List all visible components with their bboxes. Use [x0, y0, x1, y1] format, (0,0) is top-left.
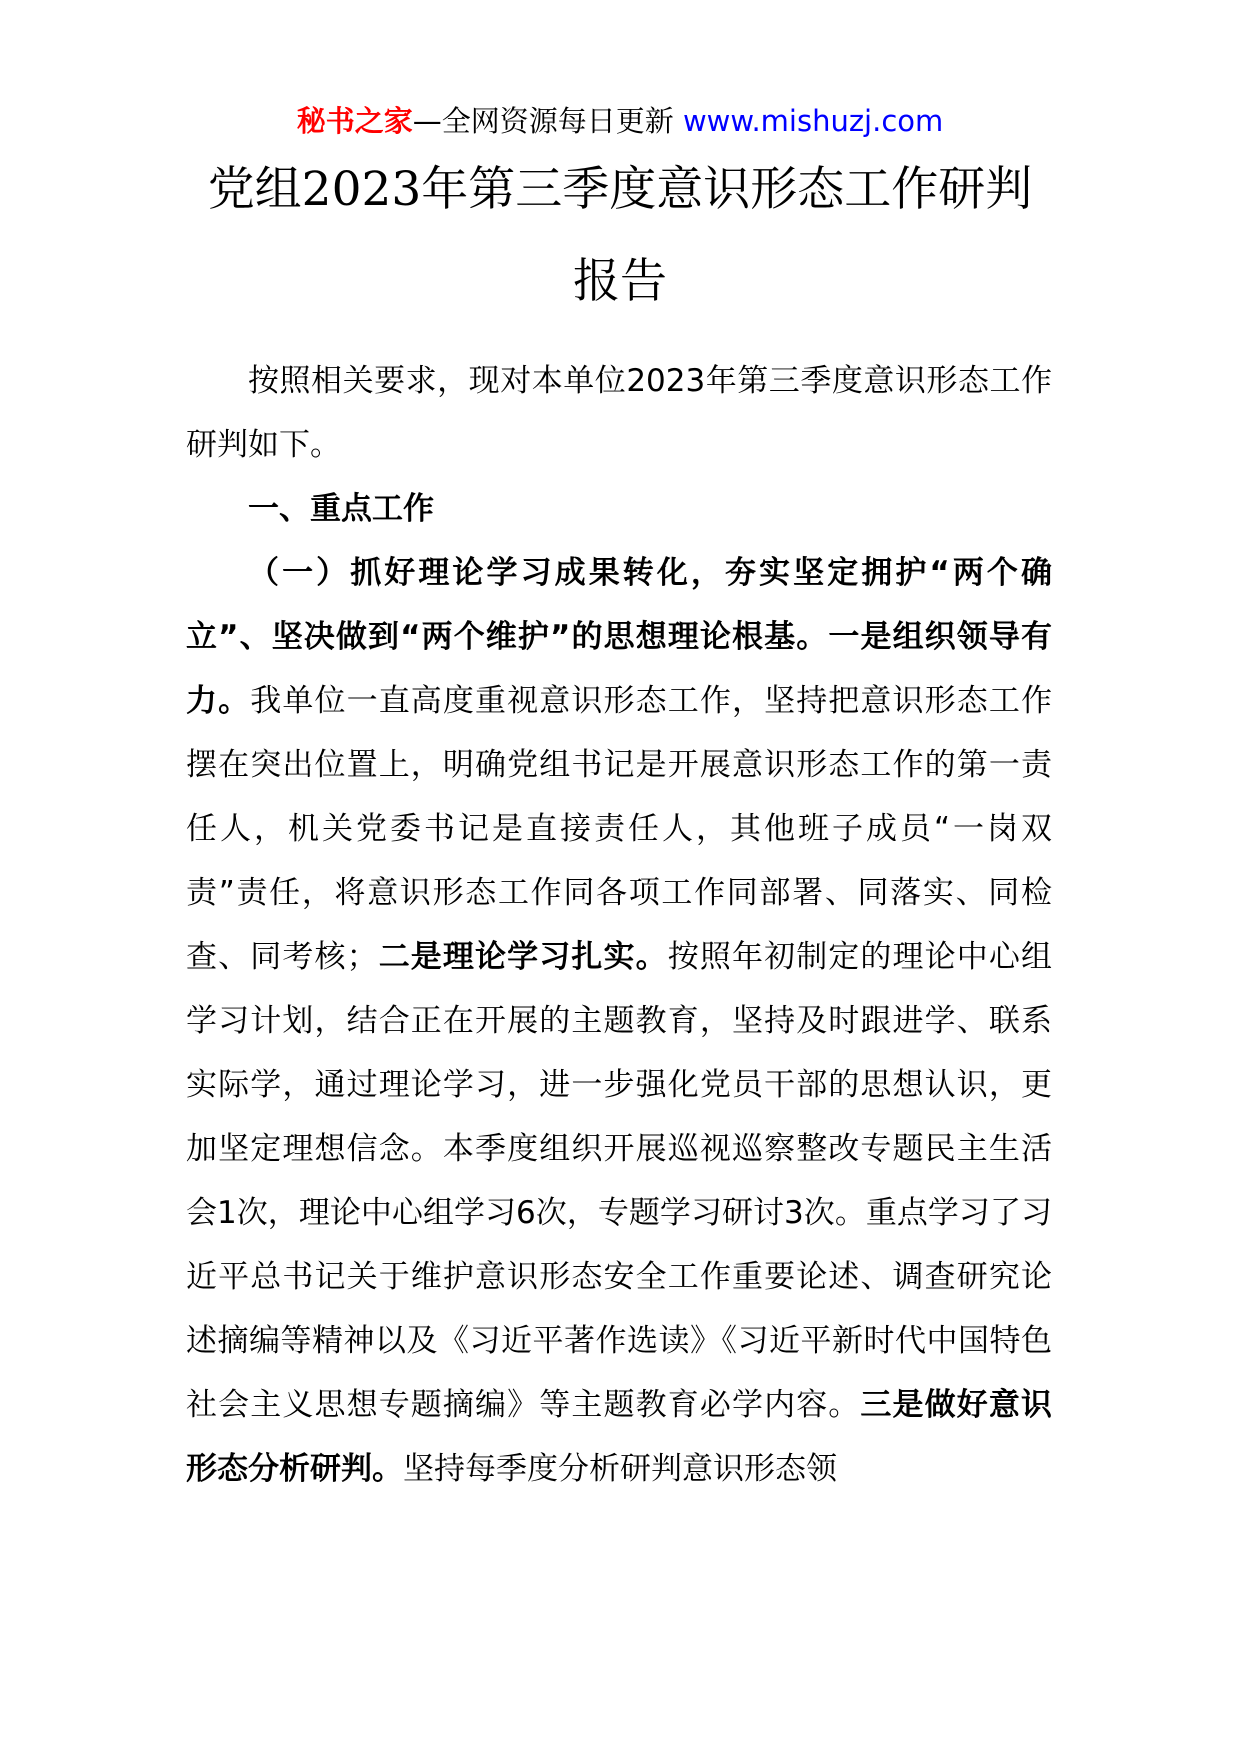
point2-label: 二是理论学习扎实。 — [377, 939, 668, 975]
point3-label: 三是做好意识形态分析研判。 — [186, 1387, 1052, 1487]
intro-paragraph: 按照相关要求，现对本单位2023年第三季度意识形态工作研判如下。 — [186, 363, 1052, 463]
body-paragraph — [186, 541, 1052, 1501]
document-title-line2: 报告 — [573, 254, 667, 309]
document-title-line1: 党组2023年第三季度意识形态工作研判 — [207, 162, 1033, 217]
subsection-heading: （一）抓好理论学习成果转化，夯实坚定拥护“两个确立”、坚决做到“两个维护”的思想理论根基。 — [186, 555, 1052, 655]
section-heading: 一、重点工作 — [248, 491, 434, 527]
site-link[interactable]: www.mishuzj.com — [682, 104, 944, 138]
brand-name: 秘书之家 — [296, 104, 413, 138]
point3-text: 坚持每季度分析研判意识形态领 — [403, 1451, 837, 1487]
header-tagline: —全网资源每日更新 — [412, 104, 674, 138]
point1-text: 我单位一直高度重视意识形态工作，坚持把意识形态工作摆在突出位置上，明确党组书记是开展意识形态工作的第一责任人，机关党委书记是直接责任人，其他班子成员“一岗双责”责任，将意识形态工作同各项工作同部署、同落实、同检查、同考核； — [186, 683, 1053, 975]
point1-label: 一是组织领导有力。 — [186, 619, 1052, 719]
point2-text: 按照年初制定的理论中心组学习计划，结合正在开展的主题教育，坚持及时跟进学、联系实际学，通过理论学习，进一步强化党员干部的思想认识，更加坚定理想信念。本季度组织开展巡视巡察整改专题民主生活会1次，理论中心组学习6次，专题学习研讨3次。重点学习了习近平总书记关于维护意识形态安全工作重要论述、调查研究论述摘编等精神以及《习近平著作选读》《习近平新时代中国特色社会主义思想专题摘编》等主题教育必学内容。 — [186, 939, 1053, 1423]
watermark-header — [0, 101, 1240, 141]
document-body — [186, 349, 1052, 1501]
